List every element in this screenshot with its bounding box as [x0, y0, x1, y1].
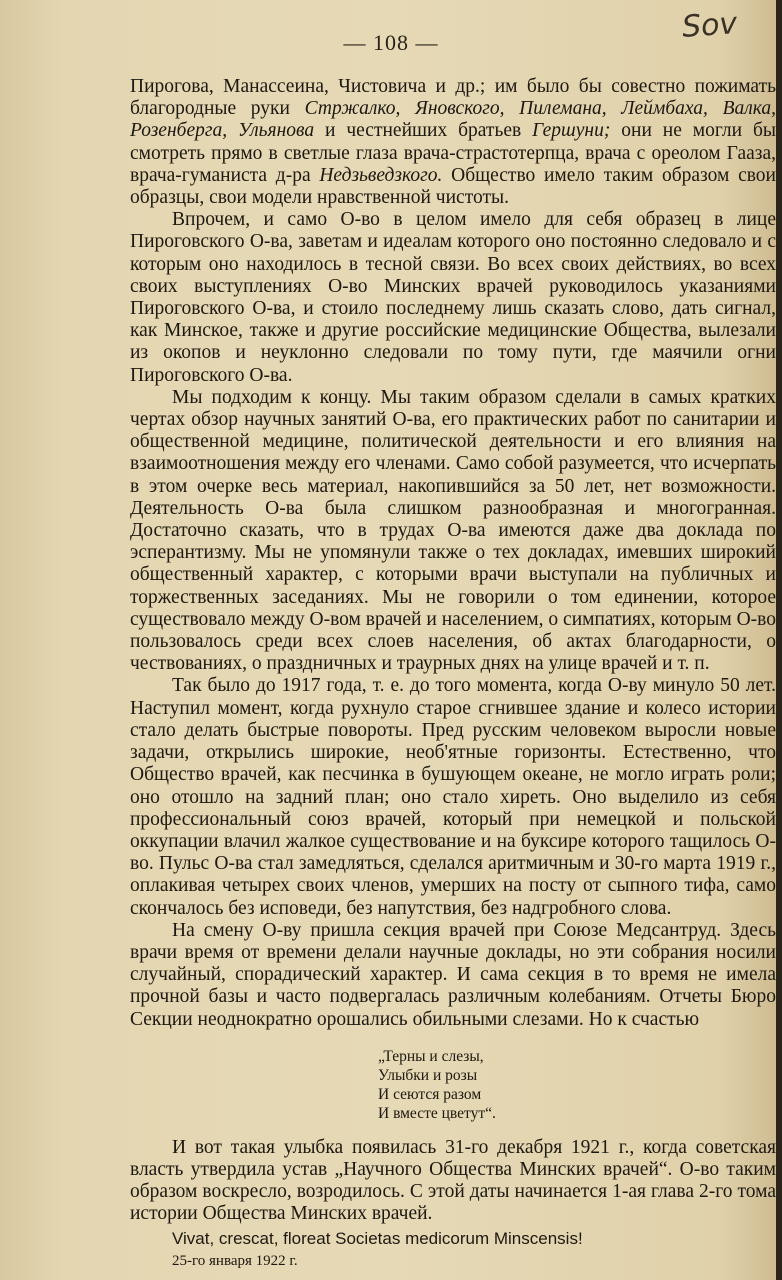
latin-motto: Vivat, crescat, floreat Societas medicorum Minscensis!	[172, 1228, 583, 1248]
italic-names: Гершуни;	[532, 120, 611, 142]
paragraph-6: И вот такая улыбка появилась 31-го декабря 1921 г., когда советская власть утвердила устав „Научного Общества Минских врачей“. О-во таким образом воскресло, возродилось. С этой даты начинается 1-ая глава 2-го тома истории Общества Минских врачей.	[130, 1136, 776, 1225]
poem-line: И сеются разом	[378, 1085, 482, 1103]
text-run: они не могли бы смотреть прямо в светлые глаза врача-страстотерпца, врача с ореолом Гааза, врача-гуманиста д-ра	[130, 120, 777, 186]
handwritten-annotation: Sov	[680, 6, 739, 45]
italic-names: Стржалко, Яновского, Пилемана, Леймбаха, Валка, Розенберга, Ульянова	[130, 98, 776, 142]
paragraph-4: Так было до 1917 года, т. е. до того момента, когда О-ву минуло 50 лет. Наступил момент, когда рухнуло старое сгнившее здание и колесо истории стало делать быстрые повороты. Пред русским человеком выросли новые задачи, открылись широкие, необ'ятные горизонты. Естественно, что Общество врачей, как песчинка в бушующем океане, не могло играть роли; оно отошло на задний план; оно стало хиреть. Оно выделило из себя профессиональный союз врачей, который при немецкой и польской оккупации влачил жалкое существование и на буксире которого тащилось О-во. Пульс О-ва стал замедляться, сделался аритмичным и 30-го марта 1919 г., оплакивая четырех своих членов, умерших на посту от сыпного тифа, само скончалось без исповеди, без напутствия, без надгробного слова.	[130, 675, 776, 919]
paragraph-1	[130, 76, 776, 209]
paragraph-5: На смену О-ву пришла секция врачей при Союзе Медсантруд. Здесь врачи время от времени делали научные доклады, но эти собрания носили случайный, спорадический характер. И сама секция в то время не имела прочной базы и часто подвергалась различным колебаниям. Отчеты Бюро Секции неоднократно орошались обильными слезами. Но к счастью	[130, 919, 776, 1030]
page-number: — 108 —	[343, 30, 439, 55]
poem-quote	[378, 1047, 776, 1123]
text-run: и честнейших братьев	[314, 120, 533, 142]
text-run: Пирогова, Манассеина, Чистовича и др.; им было бы совестно пожимать благородные руки	[130, 76, 776, 120]
poem-line: И вместе цветут“.	[378, 1104, 496, 1122]
poem-line: Улыбки и розы	[378, 1066, 478, 1084]
signature-date: 25-го января 1922 г.	[172, 1252, 298, 1269]
paragraph-2: Впрочем, и само О-во в целом имело для себя образец в лице Пироговского О-ва, заветам и идеалам которого оно постоянно следовало и с которым оно находилось в тесной связи. Во всех своих действиях, во всех своих выступлениях О-во Минских врачей руководилось указаниями Пироговского О-ва, и стоило последнему лишь сказать слово, дать сигнал, как Минское, также и другие российские медицинские Общества, вылезали из окопов и неуклонно следовали по тому пути, где маячили огни Пироговского О-ва.	[130, 209, 776, 386]
poem-line: „Терны и слезы,	[378, 1047, 484, 1065]
paragraph-3: Мы подходим к концу. Мы таким образом сделали в самых кратких чертах обзор научных занятий О-ва, его практических работ по санитарии и общественной медицине, политической деятельности и его влияния на взаимоотношения между его членами. Само собой разумеется, что исчерпать в этом очерке весь материал, накопившийся за 50 лет, нет возможности. Деятельность О-ва была слишком разнообразная и многогранная. Достаточно сказать, что в трудах О-ва имеются даже два доклада по эсперантизму. Мы не упомянули также о тех докладах, имевших широкий общественный характер, с которыми врачи выступали на публичных и торжественных заседаниях. Мы не говорили о том единении, которое существовало между О-вом врачей и населением, о симпатиях, которым О-во пользовалось среди всех слоев населения, об актах благодарности, о чествованиях, о праздничных и траурных днях на улице врачей и т. п.	[130, 386, 776, 675]
italic-names: Недзьведзкого.	[319, 164, 443, 186]
body-text	[130, 76, 776, 1271]
text-run: Общество имело таким образом свои образцы, свои модели нравственной чистоты.	[130, 164, 776, 209]
page-edge-shadow	[776, 0, 782, 1280]
